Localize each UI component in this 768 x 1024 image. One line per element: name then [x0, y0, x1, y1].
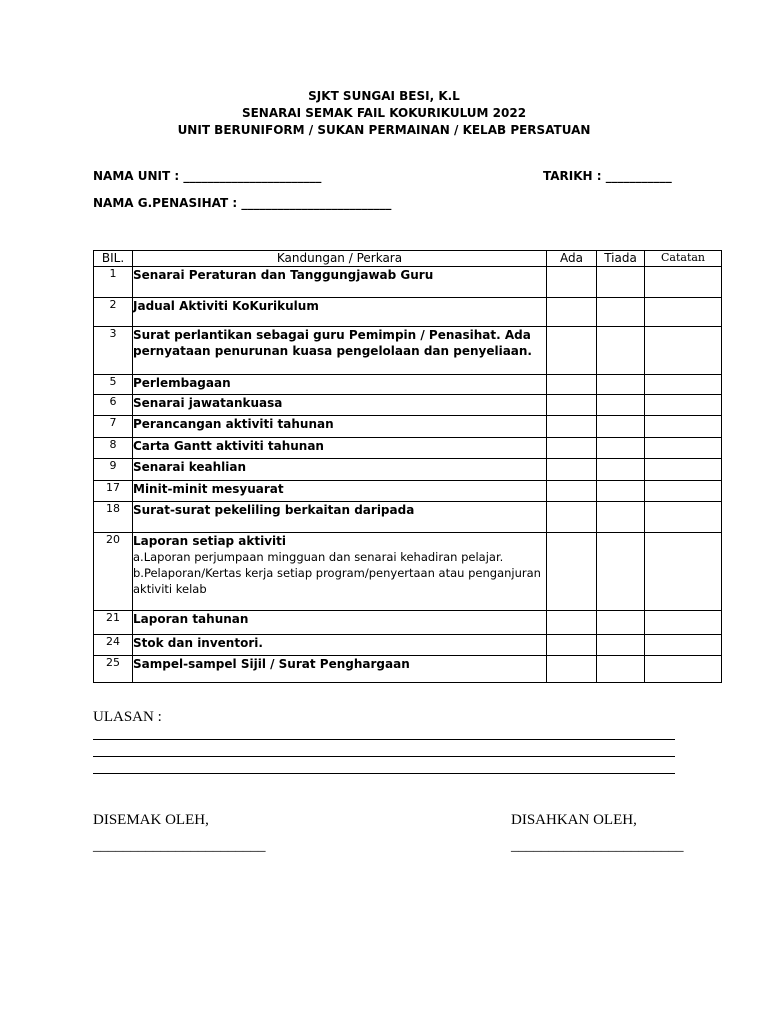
row-catatan-cell[interactable] — [645, 416, 722, 438]
row-catatan-cell[interactable] — [645, 327, 722, 375]
row-ada-cell[interactable] — [547, 459, 597, 481]
row-ada-cell[interactable] — [547, 327, 597, 375]
row-catatan-cell[interactable] — [645, 459, 722, 481]
row-ada-cell[interactable] — [547, 438, 597, 459]
nama-unit-field[interactable]: NAMA UNIT : _______________________ — [93, 169, 322, 183]
row-tiada-cell[interactable] — [597, 502, 645, 533]
row-catatan-cell[interactable] — [645, 267, 722, 298]
row-tiada-cell[interactable] — [597, 327, 645, 375]
row-bil: 9 — [94, 459, 133, 481]
ulasan-label: ULASAN : — [93, 709, 162, 725]
nama-penasihat-field[interactable]: NAMA G.PENASIHAT : _________________________ — [93, 196, 392, 210]
row-item-text: Stok dan inventori. — [133, 636, 263, 650]
row-item-text: Senarai Peraturan dan Tanggungjawab Guru — [133, 268, 434, 282]
table-row — [94, 481, 722, 502]
header-kandungan: Kandungan / Perkara — [133, 251, 547, 267]
row-ada-cell[interactable] — [547, 635, 597, 656]
row-ada-cell[interactable] — [547, 395, 597, 416]
disahkan-oleh-label: DISAHKAN OLEH, — [511, 812, 637, 828]
row-bil: 20 — [94, 533, 133, 611]
row-item-text: Perancangan aktiviti tahunan — [133, 417, 334, 431]
table-row — [94, 375, 722, 395]
table-row — [94, 635, 722, 656]
row-tiada-cell[interactable] — [597, 416, 645, 438]
row-item-subpoint: a.Laporan perjumpaan mingguan dan senarai kehadiran pelajar. — [133, 550, 504, 564]
checklist-table — [93, 250, 722, 683]
row-catatan-cell[interactable] — [645, 375, 722, 395]
row-item — [133, 459, 547, 481]
row-item — [133, 635, 547, 656]
row-item-text: Laporan tahunan — [133, 612, 249, 626]
row-item-text: Laporan setiap aktiviti — [133, 534, 287, 548]
row-bil: 7 — [94, 416, 133, 438]
row-bil: 21 — [94, 611, 133, 635]
row-item — [133, 533, 547, 611]
document-subtitle: UNIT BERUNIFORM / SUKAN PERMAINAN / KELAB PERSATUAN — [177, 123, 591, 137]
row-bil: 3 — [94, 327, 133, 375]
table-row — [94, 533, 722, 611]
row-item — [133, 375, 547, 395]
document-title: SENARAI SEMAK FAIL KOKURIKULUM 2022 — [241, 106, 527, 120]
row-item-text: Sampel-sampel Sijil / Surat Penghargaan — [133, 657, 410, 671]
table-row — [94, 459, 722, 481]
row-item-text: Jadual Aktiviti KoKurikulum — [133, 299, 319, 313]
row-catatan-cell[interactable] — [645, 395, 722, 416]
row-ada-cell[interactable] — [547, 611, 597, 635]
row-item — [133, 611, 547, 635]
header-tiada: Tiada — [597, 251, 645, 267]
row-tiada-cell[interactable] — [597, 481, 645, 502]
table-row — [94, 611, 722, 635]
header-catatan: Catatan — [645, 251, 722, 267]
row-item-subpoint: b.Pelaporan/Kertas kerja setiap program/penyertaan atau penganjuran aktiviti kelab — [133, 566, 541, 596]
school-name: SJKT SUNGAI BESI, K.L — [308, 89, 460, 103]
ulasan-line-2[interactable] — [93, 756, 675, 757]
row-catatan-cell[interactable] — [645, 298, 722, 327]
row-tiada-cell[interactable] — [597, 459, 645, 481]
row-ada-cell[interactable] — [547, 375, 597, 395]
row-tiada-cell[interactable] — [597, 635, 645, 656]
row-item-text: Carta Gantt aktiviti tahunan — [133, 439, 324, 453]
row-tiada-cell[interactable] — [597, 438, 645, 459]
row-item-text: Surat-surat pekeliling berkaitan daripada — [133, 503, 415, 517]
disemak-oleh-label: DISEMAK OLEH, — [93, 812, 209, 828]
row-ada-cell[interactable] — [547, 533, 597, 611]
table-row — [94, 395, 722, 416]
table-row — [94, 502, 722, 533]
row-bil: 17 — [94, 481, 133, 502]
row-ada-cell[interactable] — [547, 502, 597, 533]
row-item-text: Minit-minit mesyuarat — [133, 482, 284, 496]
row-catatan-cell[interactable] — [645, 533, 722, 611]
row-item-text: Senarai keahlian — [133, 460, 247, 474]
row-ada-cell[interactable] — [547, 416, 597, 438]
table-row — [94, 656, 722, 683]
row-tiada-cell[interactable] — [597, 395, 645, 416]
row-item — [133, 438, 547, 459]
ulasan-line-3[interactable] — [93, 773, 675, 774]
row-ada-cell[interactable] — [547, 481, 597, 502]
row-tiada-cell[interactable] — [597, 267, 645, 298]
table-row — [94, 416, 722, 438]
row-bil: 18 — [94, 502, 133, 533]
row-catatan-cell[interactable] — [645, 481, 722, 502]
row-tiada-cell[interactable] — [597, 533, 645, 611]
table-row — [94, 267, 722, 298]
disemak-signature-line[interactable]: _______________________ — [93, 838, 266, 854]
row-catatan-cell[interactable] — [645, 635, 722, 656]
row-item — [133, 298, 547, 327]
row-ada-cell[interactable] — [547, 267, 597, 298]
row-catatan-cell[interactable] — [645, 438, 722, 459]
row-bil: 5 — [94, 375, 133, 395]
disahkan-signature-line[interactable]: _______________________ — [511, 838, 684, 854]
row-tiada-cell[interactable] — [597, 298, 645, 327]
row-item — [133, 267, 547, 298]
row-item — [133, 656, 547, 683]
row-tiada-cell[interactable] — [597, 656, 645, 683]
table-row — [94, 327, 722, 375]
table-row — [94, 438, 722, 459]
row-bil: 6 — [94, 395, 133, 416]
tarikh-field[interactable]: TARIKH : ___________ — [543, 169, 672, 183]
row-catatan-cell[interactable] — [645, 656, 722, 683]
row-item — [133, 502, 547, 533]
row-ada-cell[interactable] — [547, 656, 597, 683]
row-bil: 24 — [94, 635, 133, 656]
row-tiada-cell[interactable] — [597, 611, 645, 635]
row-catatan-cell[interactable] — [645, 611, 722, 635]
table-row — [94, 298, 722, 327]
row-item — [133, 416, 547, 438]
row-bil: 8 — [94, 438, 133, 459]
row-ada-cell[interactable] — [547, 298, 597, 327]
table-header-row — [94, 251, 722, 267]
row-item-text: Surat perlantikan sebagai guru Pemimpin / Penasihat. Ada pernyataan penurunan kuasa pengelolaan dan penyeliaan. — [133, 328, 532, 358]
row-catatan-cell[interactable] — [645, 502, 722, 533]
header-ada: Ada — [547, 251, 597, 267]
row-item — [133, 481, 547, 502]
row-item — [133, 327, 547, 375]
row-bil: 2 — [94, 298, 133, 327]
row-item-text: Perlembagaan — [133, 376, 231, 390]
row-bil: 25 — [94, 656, 133, 683]
header-bil: BIL. — [94, 251, 133, 267]
row-item — [133, 395, 547, 416]
ulasan-line-1[interactable] — [93, 739, 675, 740]
row-tiada-cell[interactable] — [597, 375, 645, 395]
row-bil: 1 — [94, 267, 133, 298]
row-item-text: Senarai jawatankuasa — [133, 396, 283, 410]
